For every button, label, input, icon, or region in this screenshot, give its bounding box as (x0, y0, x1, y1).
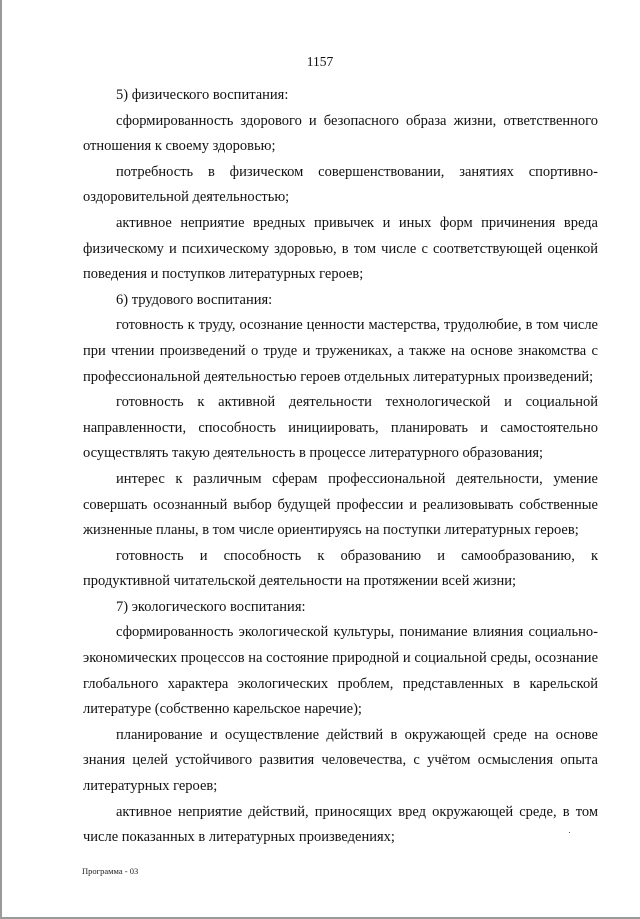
page-footer: Программа - 03 (82, 866, 139, 876)
paragraph: активное неприятие действий, приносящих вред окружающей среде, в том числе показанных в литературных произведениях; (83, 803, 598, 846)
section-heading-ecological: 7) экологического воспитания: (116, 598, 306, 615)
paragraph: планирование и осуществление действий в окружающей среде на основе знания целей устойчивого развития человечества, с учётом осмысления опыта литературных героев; (83, 726, 598, 795)
scan-speck (569, 832, 570, 833)
paragraph: сформированность экологической культуры, понимание влияния социально-экономических процессов на состояние природной и социальной среды, осознание глобального характера экологических проблем, представленных в карельской литературе (собственно карельское наречие); (83, 624, 598, 718)
paragraph: активное неприятие вредных привычек и иных форм причинения вреда физическому и психическому здоровью, в том числе с соответствующей оценкой поведения и поступков литературных героев; (83, 214, 598, 283)
section-heading-physical: 5) физического воспитания: (116, 87, 289, 103)
paragraph: готовность к активной деятельности технологической и социальной направленности, способность инициировать, планировать и самостоятельно осуществлять такую деятельность в процессе литературного образования; (83, 394, 598, 462)
scan-edge-left (0, 0, 2, 919)
section-heading-labor: 6) трудового воспитания: (116, 291, 273, 308)
paragraph: готовность и способность к образованию и самообразованию, к продуктивной читательской деятельности на протяжении всей жизни; (83, 547, 598, 590)
page-number: 1157 (306, 54, 334, 69)
paragraph: сформированность здорового и безопасного образа жизни, ответственного отношения к своему здоровью; (83, 112, 598, 155)
paragraph: потребность в физическом совершенствовании, занятиях спортивно-оздоровительной деятельностью; (83, 163, 598, 206)
paragraph: готовность к труду, осознание ценности мастерства, трудолюбие, в том числе при чтении произведений о труде и тружениках, а также на основе знакомства с профессиональной деятельностью героев отдельных литературных произведений; (83, 317, 598, 385)
document-body (83, 83, 598, 851)
paragraph: интерес к различным сферам профессиональной деятельности, умение совершать осознанный выбор будущей профессии и реализовывать собственные жизненные планы, в том числе ориентируясь на поступки литературных героев; (83, 470, 598, 539)
